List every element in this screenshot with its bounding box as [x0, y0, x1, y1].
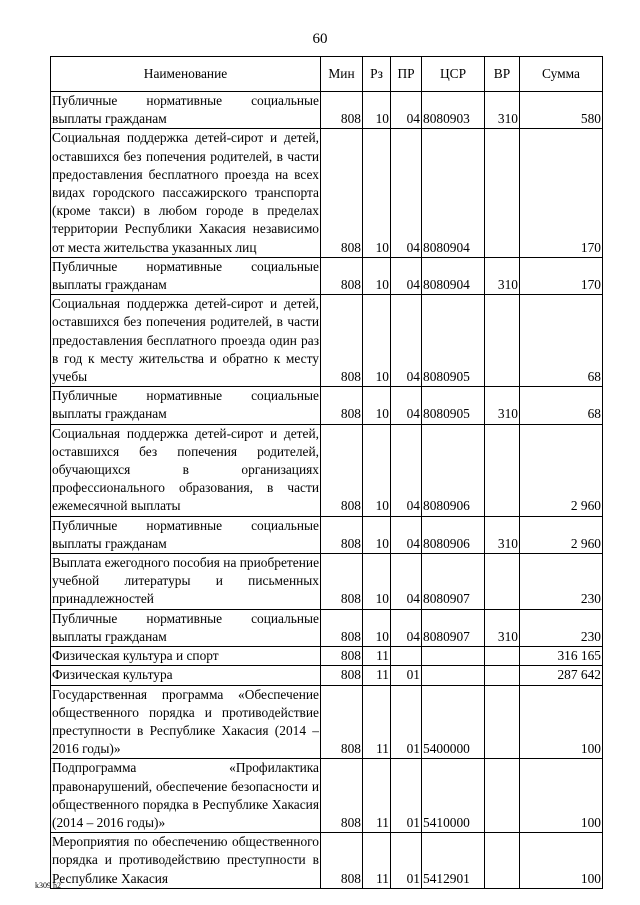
- cell-min: 808: [321, 516, 363, 553]
- cell-vr: 310: [485, 609, 520, 646]
- cell-csr: 8080906: [422, 424, 485, 516]
- cell-vr: [485, 554, 520, 610]
- cell-name: Государственная программа «Обеспечение общественного порядка и противодействие преступности в Республике Хакасия (2014 – 2016 годы)»: [51, 685, 321, 759]
- cell-pr: 04: [391, 295, 422, 387]
- cell-vr: [485, 295, 520, 387]
- cell-name: Публичные нормативные социальные выплаты гражданам: [51, 387, 321, 424]
- table-row: [51, 554, 603, 610]
- cell-sum: 580: [520, 92, 603, 129]
- page-number: 60: [312, 31, 328, 47]
- header-csr: ЦСР: [422, 57, 485, 92]
- cell-rz: 11: [363, 833, 391, 889]
- cell-pr: [391, 647, 422, 666]
- cell-sum: 170: [520, 257, 603, 294]
- cell-pr: 01: [391, 666, 422, 685]
- cell-name: Подпрограмма «Профилактика правонарушений, обеспечение безопасности и общественного порядка в Республике Хакасия (2014 – 2016 годы)»: [51, 759, 321, 833]
- cell-pr: 04: [391, 424, 422, 516]
- cell-vr: 310: [485, 92, 520, 129]
- cell-csr: [422, 666, 485, 685]
- header-name: Наименование: [51, 57, 321, 92]
- cell-sum: 68: [520, 295, 603, 387]
- table-header-row: [51, 57, 603, 92]
- cell-csr: 8080904: [422, 257, 485, 294]
- cell-pr: 04: [391, 516, 422, 553]
- table-row: [51, 295, 603, 387]
- table-row: [51, 759, 603, 833]
- cell-csr: 8080907: [422, 609, 485, 646]
- table-row: [51, 666, 603, 685]
- cell-min: 808: [321, 759, 363, 833]
- cell-csr: 8080903: [422, 92, 485, 129]
- table-row: [51, 833, 603, 889]
- table-row: [51, 387, 603, 424]
- table-row: [51, 609, 603, 646]
- cell-name: Выплата ежегодного пособия на приобретение учебной литературы и письменных принадлежностей: [51, 554, 321, 610]
- cell-rz: 10: [363, 387, 391, 424]
- table-row: [51, 424, 603, 516]
- cell-pr: 04: [391, 257, 422, 294]
- cell-min: 808: [321, 647, 363, 666]
- cell-rz: 10: [363, 295, 391, 387]
- cell-sum: 2 960: [520, 516, 603, 553]
- cell-pr: 04: [391, 129, 422, 257]
- cell-rz: 11: [363, 647, 391, 666]
- cell-vr: [485, 424, 520, 516]
- cell-min: 808: [321, 609, 363, 646]
- cell-rz: 10: [363, 424, 391, 516]
- cell-rz: 10: [363, 129, 391, 257]
- cell-sum: 230: [520, 554, 603, 610]
- cell-rz: 10: [363, 92, 391, 129]
- cell-pr: 01: [391, 759, 422, 833]
- cell-vr: [485, 647, 520, 666]
- cell-pr: 01: [391, 685, 422, 759]
- cell-rz: 11: [363, 759, 391, 833]
- table-row: [51, 647, 603, 666]
- header-vr: ВР: [485, 57, 520, 92]
- cell-name: Мероприятия по обеспечению общественного порядка и противодействию преступности в Республике Хакасия: [51, 833, 321, 889]
- budget-table: [50, 56, 603, 889]
- cell-rz: 11: [363, 685, 391, 759]
- table-row: [51, 685, 603, 759]
- cell-pr: 04: [391, 387, 422, 424]
- header-min: Мин: [321, 57, 363, 92]
- cell-min: 808: [321, 129, 363, 257]
- cell-rz: 10: [363, 554, 391, 610]
- cell-sum: 316 165: [520, 647, 603, 666]
- cell-name: Публичные нормативные социальные выплаты гражданам: [51, 257, 321, 294]
- cell-csr: 8080904: [422, 129, 485, 257]
- cell-min: 808: [321, 92, 363, 129]
- cell-vr: 310: [485, 257, 520, 294]
- cell-csr: 5410000: [422, 759, 485, 833]
- cell-sum: 2 960: [520, 424, 603, 516]
- table-row: [51, 92, 603, 129]
- cell-pr: 04: [391, 609, 422, 646]
- header-rz: Рз: [363, 57, 391, 92]
- cell-min: 808: [321, 257, 363, 294]
- cell-sum: 230: [520, 609, 603, 646]
- table-row: [51, 516, 603, 553]
- cell-csr: 5412901: [422, 833, 485, 889]
- cell-rz: 10: [363, 516, 391, 553]
- cell-sum: 100: [520, 685, 603, 759]
- cell-vr: [485, 759, 520, 833]
- cell-sum: 100: [520, 833, 603, 889]
- cell-csr: 8080907: [422, 554, 485, 610]
- cell-min: 808: [321, 387, 363, 424]
- cell-pr: 04: [391, 554, 422, 610]
- cell-vr: [485, 685, 520, 759]
- cell-name: Публичные нормативные социальные выплаты гражданам: [51, 92, 321, 129]
- table-body: [51, 92, 603, 889]
- cell-sum: 68: [520, 387, 603, 424]
- cell-min: 808: [321, 554, 363, 610]
- cell-min: 808: [321, 424, 363, 516]
- header-sum: Сумма: [520, 57, 603, 92]
- cell-csr: 5400000: [422, 685, 485, 759]
- cell-name: Физическая культура: [51, 666, 321, 685]
- cell-name: Социальная поддержка детей-сирот и детей, оставшихся без попечения родителей, обучающихся в организациях профессионального образования, в части ежемесячной выплаты: [51, 424, 321, 516]
- cell-vr: [485, 833, 520, 889]
- cell-vr: [485, 666, 520, 685]
- cell-pr: 04: [391, 92, 422, 129]
- cell-csr: [422, 647, 485, 666]
- cell-min: 808: [321, 833, 363, 889]
- cell-csr: 8080905: [422, 387, 485, 424]
- header-pr: ПР: [391, 57, 422, 92]
- cell-name: Физическая культура и спорт: [51, 647, 321, 666]
- cell-min: 808: [321, 685, 363, 759]
- cell-name: Публичные нормативные социальные выплаты гражданам: [51, 516, 321, 553]
- cell-pr: 01: [391, 833, 422, 889]
- cell-min: 808: [321, 295, 363, 387]
- cell-rz: 10: [363, 257, 391, 294]
- footer-code: k309 h2: [35, 881, 61, 890]
- cell-vr: [485, 129, 520, 257]
- cell-name: Социальная поддержка детей-сирот и детей, оставшихся без попечения родителей, в части предоставления бесплатного проезда на всех видах городского пассажирского транспорта (кроме такси) в любом городе в пределах территории Республики Хакасия независимо от места жительства указанных лиц: [51, 129, 321, 257]
- cell-min: 808: [321, 666, 363, 685]
- cell-csr: 8080905: [422, 295, 485, 387]
- cell-sum: 287 642: [520, 666, 603, 685]
- cell-name: Социальная поддержка детей-сирот и детей, оставшихся без попечения родителей, в части предоставления бесплатного проезда один раз в год к месту жительства и обратно к месту учебы: [51, 295, 321, 387]
- cell-sum: 170: [520, 129, 603, 257]
- table-row: [51, 257, 603, 294]
- cell-rz: 10: [363, 609, 391, 646]
- table-row: [51, 129, 603, 257]
- cell-csr: 8080906: [422, 516, 485, 553]
- cell-vr: 310: [485, 516, 520, 553]
- cell-name: Публичные нормативные социальные выплаты гражданам: [51, 609, 321, 646]
- cell-vr: 310: [485, 387, 520, 424]
- cell-rz: 11: [363, 666, 391, 685]
- cell-sum: 100: [520, 759, 603, 833]
